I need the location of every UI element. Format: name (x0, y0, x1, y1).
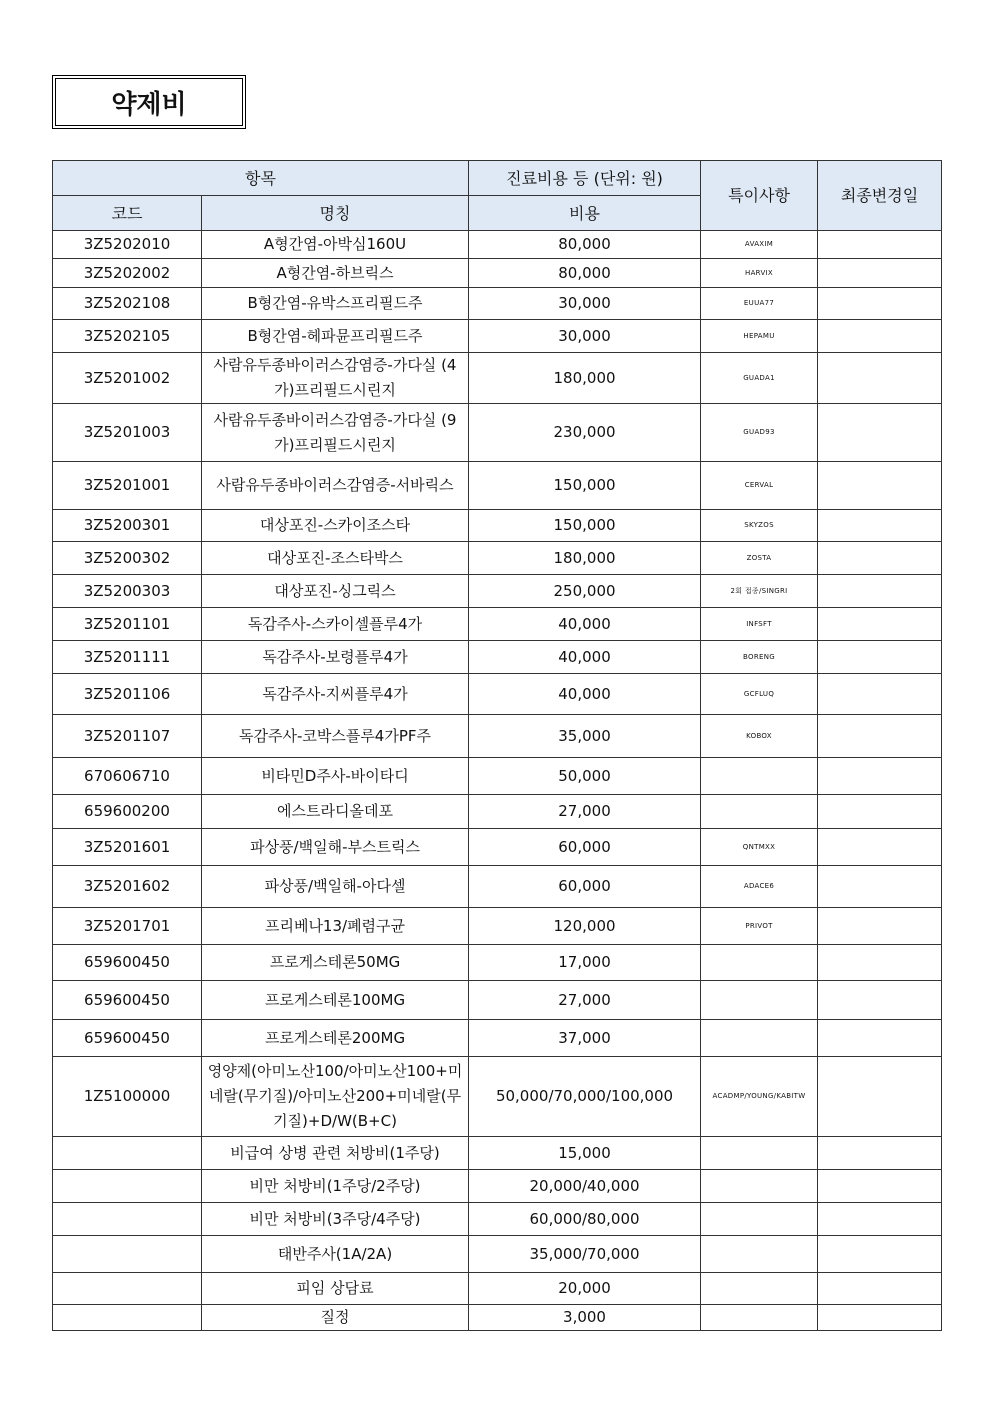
row-updated-cell (818, 866, 942, 908)
row-cost-cell: 40,000 (469, 641, 701, 674)
row-note-cell (701, 758, 818, 795)
row-name-cell: 비타민D주사-바이타디 (202, 758, 469, 795)
row-cost-cell: 50,000/70,000/100,000 (469, 1057, 701, 1137)
row-name-cell: 피임 상담료 (202, 1273, 469, 1305)
row-name-cell: 프로게스테론100MG (202, 981, 469, 1020)
row-updated-cell (818, 231, 942, 259)
table-row (53, 288, 942, 320)
row-note-cell: CERVAL (701, 462, 818, 510)
table-row (53, 1020, 942, 1057)
row-cost-cell: 60,000/80,000 (469, 1203, 701, 1236)
row-note-cell (701, 1273, 818, 1305)
row-cost-cell: 30,000 (469, 288, 701, 320)
row-cost-cell: 20,000 (469, 1273, 701, 1305)
row-name-cell: 태반주사(1A/2A) (202, 1236, 469, 1273)
row-note-cell: AVAXIM (701, 231, 818, 259)
row-name-cell: 사람유두종바이러스감염증-가다실 (4가)프리필드시린지 (202, 353, 469, 404)
table-row (53, 795, 942, 829)
row-note-cell: GCFLUQ (701, 674, 818, 715)
row-cost-cell: 35,000 (469, 715, 701, 758)
row-updated-cell (818, 320, 942, 353)
row-code-cell: 3Z5201002 (53, 353, 202, 404)
table-row (53, 1236, 942, 1273)
row-name-cell: 파상풍/백일해-아다셀 (202, 866, 469, 908)
row-code-cell: 3Z5200301 (53, 510, 202, 542)
table-row (53, 1137, 942, 1170)
row-code-cell (53, 1273, 202, 1305)
row-name-cell: 프로게스테론50MG (202, 945, 469, 981)
row-note-cell (701, 1170, 818, 1203)
row-name-cell: 파상풍/백일해-부스트릭스 (202, 829, 469, 866)
row-name-cell: 독감주사-스카이셀플루4가 (202, 608, 469, 641)
row-updated-cell (818, 908, 942, 945)
row-updated-cell (818, 542, 942, 575)
row-updated-cell (818, 674, 942, 715)
row-code-cell: 3Z5202002 (53, 259, 202, 288)
table-row (53, 829, 942, 866)
row-code-cell: 3Z5201602 (53, 866, 202, 908)
row-name-cell: 대상포진-조스타박스 (202, 542, 469, 575)
header-name: 명칭 (202, 196, 469, 231)
row-name-cell: 대상포진-싱그릭스 (202, 575, 469, 608)
row-note-cell: INFSFT (701, 608, 818, 641)
row-cost-cell: 50,000 (469, 758, 701, 795)
row-code-cell: 3Z5201601 (53, 829, 202, 866)
row-updated-cell (818, 1236, 942, 1273)
row-cost-cell: 60,000 (469, 829, 701, 866)
row-name-cell: 에스트라디올데포 (202, 795, 469, 829)
row-cost-cell: 180,000 (469, 542, 701, 575)
row-code-cell: 3Z5201106 (53, 674, 202, 715)
table-header (53, 161, 942, 231)
row-updated-cell (818, 575, 942, 608)
row-note-cell: GUADA1 (701, 353, 818, 404)
row-cost-cell: 120,000 (469, 908, 701, 945)
row-note-cell (701, 1137, 818, 1170)
row-cost-cell: 230,000 (469, 404, 701, 462)
row-cost-cell: 37,000 (469, 1020, 701, 1057)
row-cost-cell: 250,000 (469, 575, 701, 608)
header-note: 특이사항 (701, 161, 818, 231)
row-updated-cell (818, 404, 942, 462)
row-code-cell: 659600450 (53, 945, 202, 981)
row-note-cell (701, 1305, 818, 1331)
row-updated-cell (818, 1273, 942, 1305)
row-code-cell: 659600450 (53, 1020, 202, 1057)
row-note-cell: HARVIX (701, 259, 818, 288)
row-code-cell: 3Z5202010 (53, 231, 202, 259)
table-row (53, 1170, 942, 1203)
row-note-cell (701, 1020, 818, 1057)
row-cost-cell: 35,000/70,000 (469, 1236, 701, 1273)
header-cost: 비용 (469, 196, 701, 231)
row-updated-cell (818, 1203, 942, 1236)
table-row (53, 641, 942, 674)
row-updated-cell (818, 259, 942, 288)
row-note-cell (701, 981, 818, 1020)
row-updated-cell (818, 1305, 942, 1331)
table-row (53, 674, 942, 715)
row-cost-cell: 80,000 (469, 231, 701, 259)
header-code: 코드 (53, 196, 202, 231)
table-row (53, 510, 942, 542)
row-cost-cell: 20,000/40,000 (469, 1170, 701, 1203)
row-code-cell (53, 1170, 202, 1203)
row-note-cell: SKYZOS (701, 510, 818, 542)
table-row (53, 1273, 942, 1305)
row-code-cell: 659600450 (53, 981, 202, 1020)
row-note-cell: 2회 접종/SINGRI (701, 575, 818, 608)
row-updated-cell (818, 288, 942, 320)
row-code-cell: 670606710 (53, 758, 202, 795)
row-name-cell: 대상포진-스카이조스타 (202, 510, 469, 542)
row-note-cell: BORENG (701, 641, 818, 674)
row-note-cell: GUAD93 (701, 404, 818, 462)
row-code-cell: 3Z5201001 (53, 462, 202, 510)
table-row (53, 353, 942, 404)
row-code-cell: 3Z5201003 (53, 404, 202, 462)
row-updated-cell (818, 1020, 942, 1057)
row-name-cell: B형간염-헤파뮨프리필드주 (202, 320, 469, 353)
row-name-cell: 독감주사-지씨플루4가 (202, 674, 469, 715)
row-note-cell: ADACE6 (701, 866, 818, 908)
table-row (53, 608, 942, 641)
table-row (53, 866, 942, 908)
row-note-cell (701, 795, 818, 829)
table-row (53, 981, 942, 1020)
row-note-cell: KOBOX (701, 715, 818, 758)
row-cost-cell: 27,000 (469, 795, 701, 829)
table-row (53, 259, 942, 288)
row-name-cell: 독감주사-코박스플루4가PF주 (202, 715, 469, 758)
row-cost-cell: 27,000 (469, 981, 701, 1020)
table-row (53, 542, 942, 575)
page-title: 약제비 (52, 75, 246, 129)
row-code-cell (53, 1305, 202, 1331)
row-updated-cell (818, 462, 942, 510)
table-body (53, 231, 942, 1331)
row-name-cell: 독감주사-보령플루4가 (202, 641, 469, 674)
row-code-cell: 3Z5201111 (53, 641, 202, 674)
row-name-cell: 사람유두종바이러스감염증-서바릭스 (202, 462, 469, 510)
row-code-cell: 3Z5200303 (53, 575, 202, 608)
row-cost-cell: 30,000 (469, 320, 701, 353)
table-row (53, 1057, 942, 1137)
row-code-cell (53, 1203, 202, 1236)
row-updated-cell (818, 353, 942, 404)
row-code-cell: 3Z5200302 (53, 542, 202, 575)
row-name-cell: A형간염-아박심160U (202, 231, 469, 259)
table-row (53, 404, 942, 462)
row-updated-cell (818, 829, 942, 866)
row-code-cell: 659600200 (53, 795, 202, 829)
row-updated-cell (818, 1170, 942, 1203)
row-cost-cell: 150,000 (469, 462, 701, 510)
row-updated-cell (818, 510, 942, 542)
row-note-cell (701, 1203, 818, 1236)
table-row (53, 575, 942, 608)
row-note-cell: ZOSTA (701, 542, 818, 575)
row-note-cell: HEPAMU (701, 320, 818, 353)
row-updated-cell (818, 945, 942, 981)
header-cost-group: 진료비용 등 (단위: 원) (469, 161, 701, 196)
row-note-cell: QNTMXX (701, 829, 818, 866)
table-row (53, 231, 942, 259)
row-code-cell: 1Z5100000 (53, 1057, 202, 1137)
row-updated-cell (818, 641, 942, 674)
row-updated-cell (818, 758, 942, 795)
row-name-cell: 비급여 상병 관련 처방비(1주당) (202, 1137, 469, 1170)
row-note-cell (701, 945, 818, 981)
row-name-cell: 사람유두종바이러스감염증-가다실 (9가)프리필드시린지 (202, 404, 469, 462)
row-name-cell: 질정 (202, 1305, 469, 1331)
row-cost-cell: 15,000 (469, 1137, 701, 1170)
row-cost-cell: 40,000 (469, 674, 701, 715)
row-updated-cell (818, 1057, 942, 1137)
table-row (53, 320, 942, 353)
row-note-cell: ACADMP/YOUNG/KABITW (701, 1057, 818, 1137)
row-code-cell: 3Z5201701 (53, 908, 202, 945)
row-updated-cell (818, 981, 942, 1020)
row-updated-cell (818, 1137, 942, 1170)
row-cost-cell: 60,000 (469, 866, 701, 908)
row-note-cell: EUUA77 (701, 288, 818, 320)
row-name-cell: B형간염-유박스프리필드주 (202, 288, 469, 320)
row-note-cell (701, 1236, 818, 1273)
row-code-cell: 3Z5201107 (53, 715, 202, 758)
row-name-cell: 프로게스테론200MG (202, 1020, 469, 1057)
table-row (53, 945, 942, 981)
row-updated-cell (818, 795, 942, 829)
table-row (53, 462, 942, 510)
row-code-cell: 3Z5201101 (53, 608, 202, 641)
row-code-cell (53, 1236, 202, 1273)
row-code-cell (53, 1137, 202, 1170)
row-name-cell: 프리베나13/폐렴구균 (202, 908, 469, 945)
row-name-cell: 영양제(아미노산100/아미노산100+미네랄(무기질)/아미노산200+미네랄(무기질)+D/W(B+C) (202, 1057, 469, 1137)
table-row (53, 715, 942, 758)
row-cost-cell: 150,000 (469, 510, 701, 542)
row-cost-cell: 3,000 (469, 1305, 701, 1331)
table-row (53, 1203, 942, 1236)
row-cost-cell: 180,000 (469, 353, 701, 404)
row-name-cell: A형간염-하브릭스 (202, 259, 469, 288)
header-updated: 최종변경일 (818, 161, 942, 231)
row-cost-cell: 80,000 (469, 259, 701, 288)
row-code-cell: 3Z5202105 (53, 320, 202, 353)
row-name-cell: 비만 처방비(3주당/4주당) (202, 1203, 469, 1236)
row-updated-cell (818, 608, 942, 641)
row-updated-cell (818, 715, 942, 758)
row-note-cell: PRIVOT (701, 908, 818, 945)
row-code-cell: 3Z5202108 (53, 288, 202, 320)
row-name-cell: 비만 처방비(1주당/2주당) (202, 1170, 469, 1203)
row-cost-cell: 40,000 (469, 608, 701, 641)
row-cost-cell: 17,000 (469, 945, 701, 981)
table-row (53, 908, 942, 945)
fee-table (52, 160, 942, 1331)
table-row (53, 1305, 942, 1331)
header-item: 항목 (53, 161, 469, 196)
table-row (53, 758, 942, 795)
